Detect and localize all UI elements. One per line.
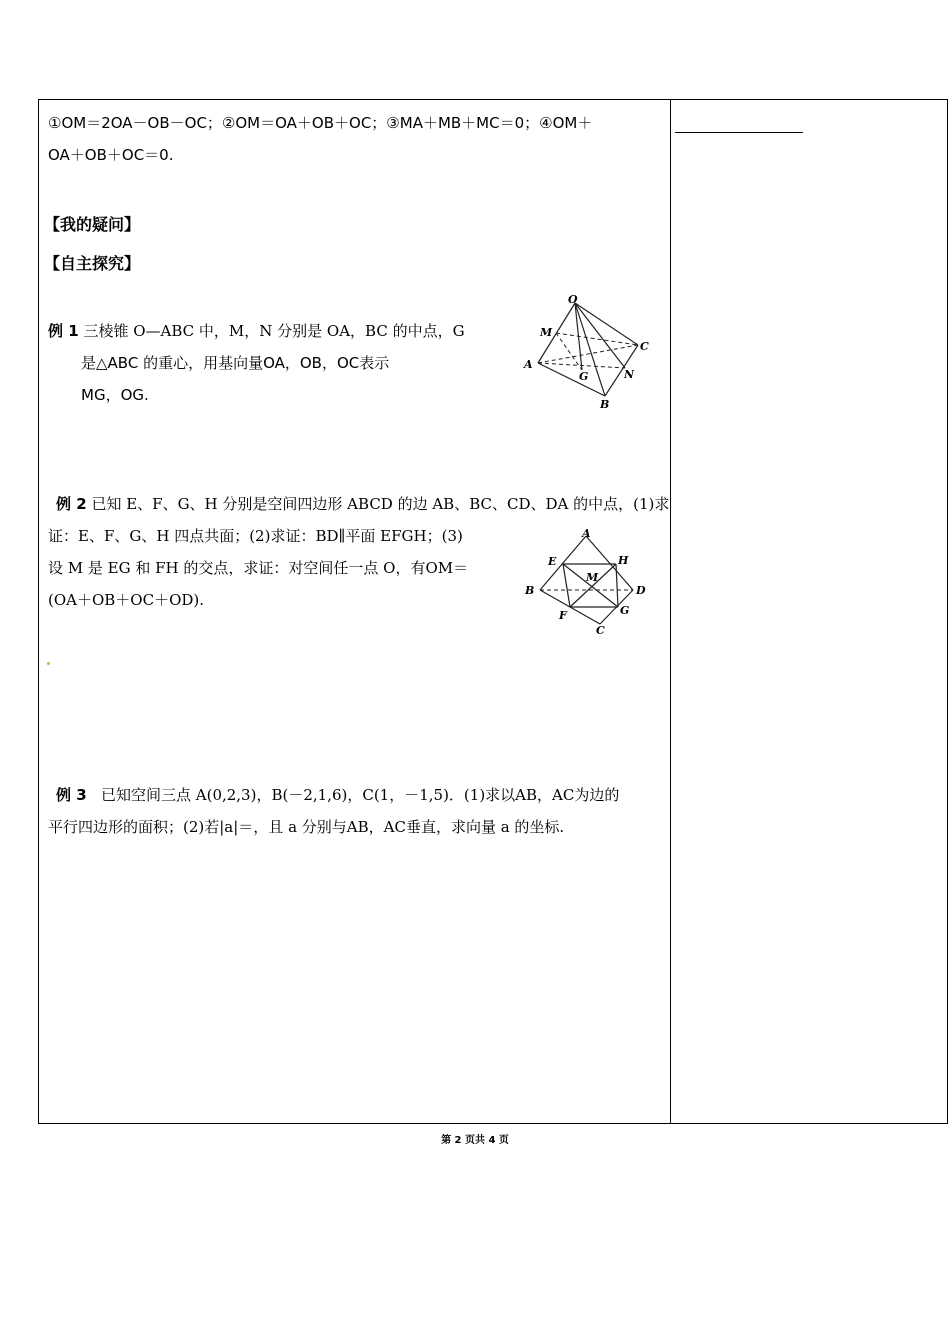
page-footer: 第 2 页共 4 页 bbox=[441, 1135, 509, 1146]
example2-text-line1: 已知 E、F、G、H 分别是空间四边形 ABCD 的边 AB、BC、CD、DA 的中点，(1)求 bbox=[91, 495, 670, 513]
fig2-label-G: G bbox=[620, 604, 630, 617]
fig2-label-H: H bbox=[618, 554, 629, 567]
example2-text-line2: 证：E、F、G、H 四点共面；(2)求证：BD∥平面 EFGH；(3) bbox=[48, 527, 463, 545]
stray-mark bbox=[47, 662, 50, 665]
fig2-label-B: B bbox=[525, 584, 535, 597]
example3-label: 例 3 bbox=[56, 786, 87, 804]
example2-block bbox=[56, 493, 669, 515]
example1-text-line3: MG，OG. bbox=[81, 386, 149, 404]
options-line-1: ①OM＝2OA－OB－OC；②OM＝OA＋OB＋OC；③MA＋MB＋MC＝0；④OM＋ bbox=[48, 114, 593, 132]
example2-text-line4: (OA＋OB＋OC＋OD). bbox=[48, 591, 205, 609]
fig1-label-O: O bbox=[568, 293, 578, 306]
heading-self-study: 【自主探究】 bbox=[44, 254, 141, 273]
example1-text-line2: 是△ABC 的重心，用基向量OA，OB，OC表示 bbox=[81, 354, 390, 372]
fig1-label-G: G bbox=[579, 370, 589, 383]
example3-block bbox=[56, 784, 619, 806]
fig1-label-C: C bbox=[640, 340, 649, 353]
fig1-label-B: B bbox=[600, 398, 610, 411]
example1-block bbox=[48, 320, 465, 342]
fig2-label-E: E bbox=[548, 555, 557, 568]
spatial-quadrilateral-figure bbox=[518, 524, 658, 639]
page-table-frame bbox=[38, 99, 948, 1124]
tetrahedron-figure bbox=[518, 290, 658, 415]
notes-column-divider bbox=[670, 99, 671, 1124]
example2-text-line3: 设 M 是 EG 和 FH 的交点，求证：对空间任一点 O，有OM＝ bbox=[48, 559, 469, 577]
fig1-label-N: N bbox=[624, 368, 635, 381]
fig2-label-F: F bbox=[559, 609, 567, 622]
fig2-label-D: D bbox=[636, 584, 646, 597]
example3-text-line1: 已知空间三点 A(0,2,3)，B(－2,1,6)，C(1，－1,5)．(1)求以AB，AC为边的 bbox=[100, 786, 620, 804]
options-line-2: OA＋OB＋OC＝0. bbox=[48, 146, 174, 164]
example1-text-line1: 三棱锥 O—ABC 中，M，N 分别是 OA，BC 的中点，G bbox=[83, 322, 465, 340]
example1-label: 例 1 bbox=[48, 322, 79, 340]
fig2-label-A: A bbox=[582, 527, 591, 540]
example3-text-line2: 平行四边形的面积；(2)若|a|＝，且 a 分别与AB，AC垂直，求向量 a 的坐标. bbox=[48, 818, 565, 836]
fig2-label-M: M bbox=[586, 571, 599, 584]
fig1-label-M: M bbox=[540, 326, 553, 339]
heading-my-questions: 【我的疑问】 bbox=[44, 215, 141, 234]
example2-label: 例 2 bbox=[56, 495, 87, 513]
fig2-label-C: C bbox=[596, 624, 605, 637]
notes-blank-line bbox=[675, 132, 803, 133]
fig1-label-A: A bbox=[524, 358, 533, 371]
